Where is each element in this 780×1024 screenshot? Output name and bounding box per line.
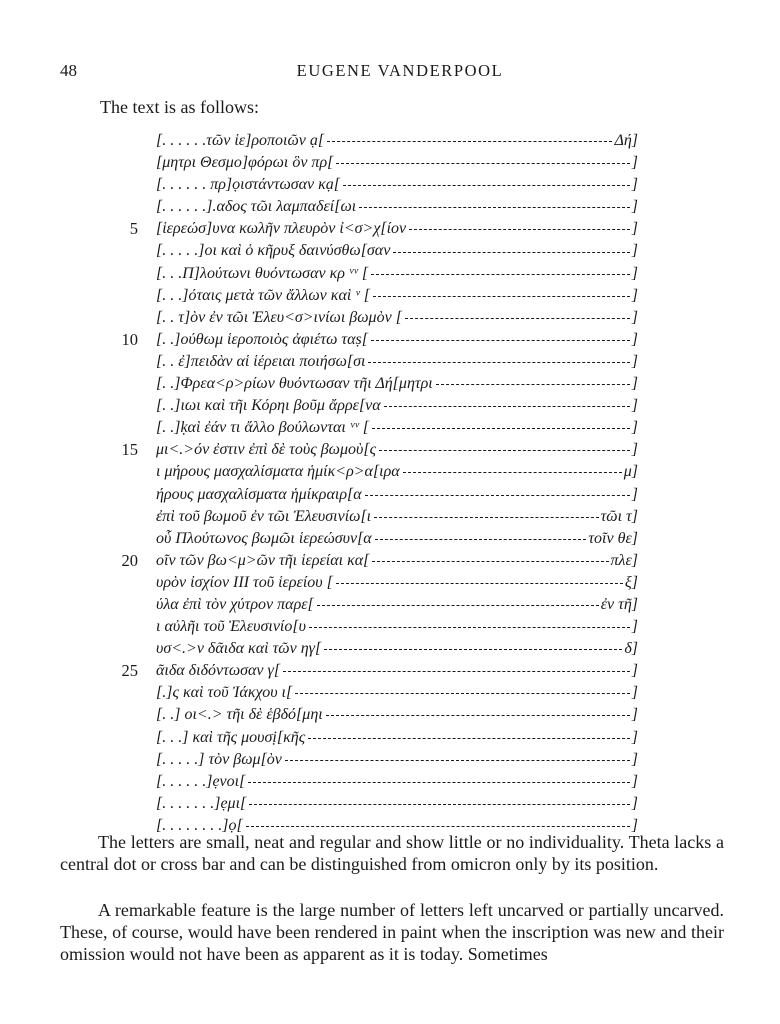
line-end: ] — [631, 618, 638, 636]
lacuna-dashes — [379, 450, 630, 451]
line-fragment: ήρους μασχαλίσματα ἡμίκραιρ[α — [156, 485, 362, 503]
running-head: EUGENE VANDERPOOL — [296, 61, 504, 80]
line-text — [156, 616, 638, 638]
inscription-line — [118, 793, 638, 815]
line-text — [156, 528, 638, 550]
lacuna-dashes — [409, 229, 630, 230]
line-end: ] — [631, 242, 638, 260]
inscription-line — [118, 727, 638, 749]
line-end: ] — [631, 728, 638, 746]
line-end: ] — [631, 154, 638, 172]
line-end: ] — [631, 772, 638, 790]
lacuna-dashes — [384, 406, 630, 407]
line-text — [156, 285, 638, 307]
line-fragment: ύλα ἐπὶ τὸν χύτρον παρε[ — [156, 595, 314, 613]
line-text — [156, 263, 638, 285]
line-number: 5 — [129, 219, 138, 239]
lacuna-dashes — [371, 340, 630, 341]
lacuna-dashes — [405, 318, 630, 319]
line-fragment: [μητρι Θεσμο]φόρωι ὃν πρ[ — [156, 154, 334, 172]
inscription-line — [118, 572, 638, 594]
lacuna-dashes — [368, 362, 629, 363]
inscription-line — [118, 174, 638, 196]
line-end: ] — [631, 286, 638, 304]
line-text — [156, 484, 638, 506]
line-end: ] — [631, 264, 638, 282]
line-text — [156, 439, 638, 461]
line-fragment: οῖν τῶν βω<μ>ῶν τῆι ἱερείαι κα[ — [156, 551, 370, 569]
line-text — [156, 152, 638, 174]
lacuna-dashes — [343, 185, 630, 186]
line-fragment: [. . . . . . .]ẹμι[ — [156, 794, 247, 812]
lacuna-dashes — [359, 207, 630, 208]
inscription-text — [118, 130, 638, 837]
line-text — [156, 594, 638, 616]
line-text — [156, 307, 638, 329]
line-fragment: [. .]ḳαὶ ἐάν τι ἄλλο βούλωνται ᵛᵛ [ — [156, 419, 370, 437]
line-text — [156, 218, 638, 240]
lacuna-dashes — [295, 693, 630, 694]
line-fragment: [. . . . . .].αδος τῶι λαμπαδεί[ωι — [156, 198, 357, 216]
line-end: δ] — [624, 640, 638, 658]
line-end: ] — [631, 706, 638, 724]
line-end: ] — [631, 816, 638, 834]
line-text — [156, 174, 638, 196]
line-end: ξ] — [624, 573, 638, 591]
inscription-line — [118, 329, 638, 351]
line-text — [156, 506, 638, 528]
line-fragment: [. . ἐ]πειδὰν αἱ ἱέρειαι ποιήσω[σι — [156, 352, 366, 370]
line-end: ] — [631, 684, 638, 702]
inscription-line — [118, 152, 638, 174]
inscription-line — [118, 594, 638, 616]
line-fragment: [. .]ούθωμ ἱεροποιὸς ἀφιέτω ταṣ[ — [156, 330, 368, 348]
line-text — [156, 682, 638, 704]
line-end: ] — [631, 397, 638, 415]
inscription-line — [118, 638, 638, 660]
line-end: ἐν τῆ] — [600, 595, 638, 613]
inscription-line — [118, 461, 638, 483]
inscription-line — [118, 373, 638, 395]
lacuna-dashes — [246, 826, 630, 827]
lacuna-dashes — [403, 472, 622, 473]
line-end: τοῖν θε] — [588, 529, 638, 547]
line-fragment: [. . τ]ὸν ἐν τῶι Ἐλευ<σ>ινίωι βωμὸν [ — [156, 308, 402, 326]
line-text — [156, 240, 638, 262]
inscription-line — [118, 240, 638, 262]
lacuna-dashes — [372, 428, 630, 429]
inscription-line — [118, 285, 638, 307]
lacuna-dashes — [308, 738, 630, 739]
line-fragment: μι<.>όν ἐστιν ἐπὶ δὲ τοὺς βωμοὺ[ς — [156, 441, 377, 459]
lacuna-dashes — [336, 163, 629, 164]
inscription-line — [118, 771, 638, 793]
line-fragment: υρὸν ἰσχίον ΙΙΙ τοῦ ἱερείου [ — [156, 573, 333, 591]
line-end: μ] — [623, 463, 638, 481]
line-text — [156, 461, 638, 483]
inscription-line — [118, 506, 638, 528]
line-end: ] — [631, 220, 638, 238]
inscription-line — [118, 439, 638, 461]
line-end: ] — [631, 330, 638, 348]
line-end: ] — [631, 794, 638, 812]
inscription-line — [118, 263, 638, 285]
lacuna-dashes — [436, 384, 630, 385]
line-fragment: ᾶιδα διδόντωσαν γ[ — [156, 662, 281, 680]
line-number: 10 — [121, 329, 138, 349]
line-end: ] — [631, 198, 638, 216]
lacuna-dashes — [324, 649, 622, 650]
lacuna-dashes — [326, 715, 630, 716]
line-text — [156, 351, 638, 373]
inscription-line — [118, 351, 638, 373]
lacuna-dashes — [374, 517, 598, 518]
line-fragment: [. . .]όταις μετὰ τῶν ἄλλων καὶ ᵛ [ — [156, 286, 370, 304]
lacuna-dashes — [375, 539, 587, 540]
line-fragment: [ἱερεώσ]υνα κωλῆν πλευρὸν ἰ<σ>χ[ίον — [156, 220, 407, 238]
line-fragment: [.]ς καὶ τοῦ Ἰάκχου ι[ — [156, 684, 293, 702]
line-fragment: [. .]Φρεα<ρ>ρίων θυόντωσαν τῆι Δή[μητρι — [156, 375, 433, 393]
line-fragment: [. . . . . .]ẹνοι[ — [156, 772, 246, 790]
line-text — [156, 704, 638, 726]
intro-text: The text is as follows: — [100, 97, 259, 117]
line-end: ] — [631, 352, 638, 370]
line-text — [156, 572, 638, 594]
lacuna-dashes — [327, 141, 612, 142]
inscription-line — [118, 749, 638, 771]
line-fragment: [. . . . .]οι καὶ ὁ κῆρυξ δαινύσθω[σαν — [156, 242, 391, 260]
line-end: Δή] — [614, 132, 638, 149]
inscription-line — [118, 682, 638, 704]
line-fragment: ι αὐλῆι τοῦ Ἐλευσινίο[υ — [156, 618, 306, 636]
lacuna-dashes — [372, 561, 608, 562]
inscription-line — [118, 704, 638, 726]
line-fragment: [. .]ιωι καὶ τῆι Κόρηι βοῦμ ἄρρε[να — [156, 397, 381, 415]
line-text — [156, 550, 638, 572]
inscription-line — [118, 550, 638, 572]
line-number: 15 — [121, 440, 138, 460]
line-fragment: [. . . . . .τῶν ἱε]ροποιῶν ạ[ — [156, 132, 325, 149]
lacuna-dashes — [336, 583, 623, 584]
line-fragment: ἐπὶ τοῦ βωμοῦ ἐν τῶι Ἐλευσινίω[ι — [156, 507, 372, 525]
line-fragment: οὗ Πλούτωνος βωμῶι ἱερεώσυν[α — [156, 529, 372, 547]
line-end: ] — [631, 485, 638, 503]
inscription-line — [118, 395, 638, 417]
line-fragment: [. . . . . . πρ]ọιστάντωσαν κạ[ — [156, 176, 341, 194]
line-end: ] — [631, 419, 638, 437]
line-fragment: [. . .] καὶ τῆς μουσị[κῆς — [156, 728, 306, 746]
lacuna-dashes — [365, 495, 630, 496]
line-end: ] — [631, 750, 638, 768]
line-text — [156, 373, 638, 395]
inscription-line — [118, 616, 638, 638]
line-fragment: [. . .Π]λούτωνι θυόντωσαν κρ ᵛᵛ [ — [156, 264, 369, 282]
paragraph: A remarkable feature is the large number of letters left uncarved or partially uncarved. These, of course, would have been rendered in paint when the inscription was new and their omission would not have been as apparent as it is today. Sometimes — [60, 900, 724, 964]
lacuna-dashes — [317, 605, 599, 606]
line-text — [156, 727, 638, 749]
line-end: ] — [631, 176, 638, 194]
inscription-line — [118, 130, 638, 152]
lacuna-dashes — [248, 782, 629, 783]
lacuna-dashes — [309, 627, 630, 628]
line-text — [156, 329, 638, 351]
page-number: 48 — [60, 61, 77, 80]
inscription-line — [118, 660, 638, 682]
line-text — [156, 771, 638, 793]
line-end: πλε] — [610, 551, 638, 569]
line-text — [156, 395, 638, 417]
line-fragment: ι μήρους μασχαλίσματα ἡμίκ<ρ>α[ιρα — [156, 463, 400, 481]
inscription-line — [118, 484, 638, 506]
line-text — [156, 638, 638, 660]
line-number: 20 — [121, 550, 138, 570]
lacuna-dashes — [283, 671, 630, 672]
lacuna-dashes — [393, 252, 629, 253]
inscription-line — [118, 307, 638, 329]
line-text — [156, 660, 638, 682]
line-end: ] — [631, 308, 638, 326]
line-end: ] — [631, 375, 638, 393]
line-end: ] — [631, 441, 638, 459]
line-end: τῶι τ] — [600, 507, 638, 525]
lacuna-dashes — [285, 760, 630, 761]
lacuna-dashes — [373, 296, 630, 297]
inscription-line — [118, 196, 638, 218]
inscription-line — [118, 218, 638, 240]
inscription-line — [118, 417, 638, 439]
line-text — [156, 130, 638, 152]
line-number: 25 — [121, 661, 138, 681]
inscription-line — [118, 528, 638, 550]
line-fragment: υσ<.>ν δᾶιδα καὶ τῶν ηγ[ — [156, 640, 322, 658]
lacuna-dashes — [249, 804, 630, 805]
line-text — [156, 749, 638, 771]
line-text — [156, 417, 638, 439]
line-fragment: [. . . . . . . .]ọ[ — [156, 816, 243, 834]
line-text — [156, 793, 638, 815]
line-text — [156, 196, 638, 218]
line-end: ] — [631, 662, 638, 680]
line-fragment: [. . . . .] τὸν βωμ[ὸν — [156, 750, 282, 768]
lacuna-dashes — [371, 274, 630, 275]
paragraph: The letters are small, neat and regular and show little or no individuality. Theta lacks a central dot or cross bar and can be distinguished from omicron only by its position. — [60, 832, 724, 874]
line-fragment: [. .] οι<.> τῆι δὲ ἑβδό[μηι — [156, 706, 323, 724]
